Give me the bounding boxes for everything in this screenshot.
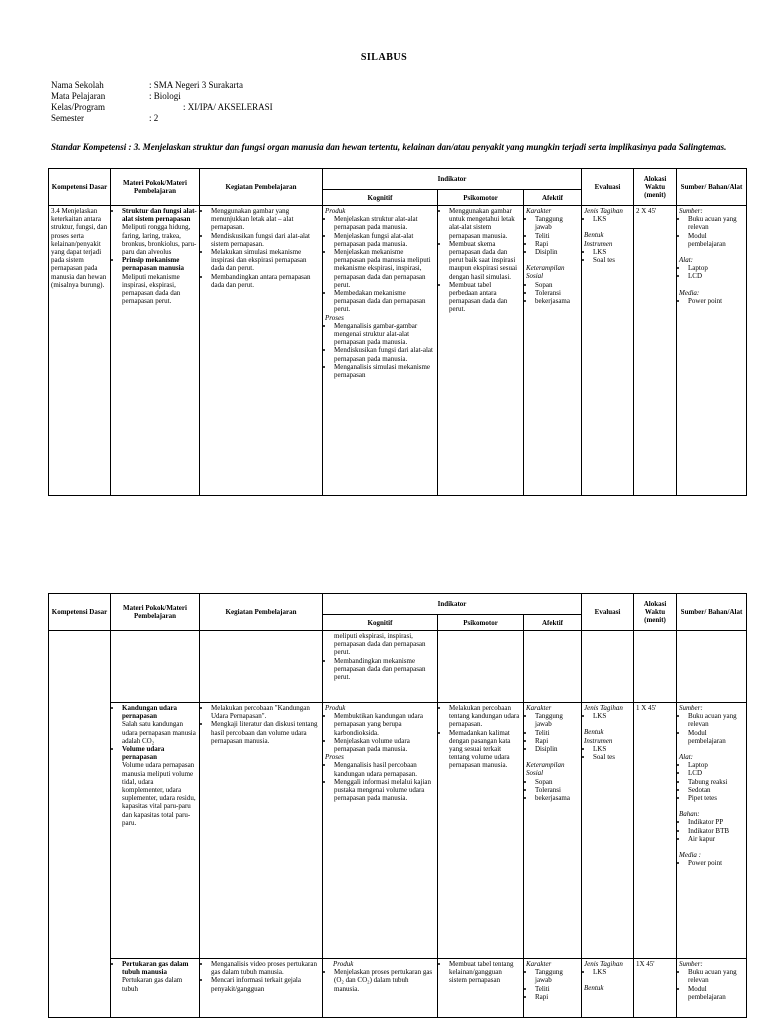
kegiatan-cell xyxy=(200,703,323,959)
list-item: • LKS xyxy=(593,968,631,976)
evaluasi-cell xyxy=(582,703,634,959)
list-item: • Pipet tetes xyxy=(688,794,744,802)
kognitif-cell xyxy=(323,703,438,959)
bahan-label: Bahan: xyxy=(679,810,700,819)
sosial-label: Keterampilan Sosial xyxy=(526,264,565,281)
list-item: • Soal tes xyxy=(593,256,631,264)
header-evaluasi: Evaluasi xyxy=(582,169,634,206)
sumber-label: Sumber: xyxy=(679,207,703,215)
list-item xyxy=(122,256,197,305)
header-sumber: Sumber/ Bahan/Alat xyxy=(677,594,747,631)
syllabus-table-1 xyxy=(48,168,747,496)
alokasi-cell: 1X 45' xyxy=(634,959,677,1018)
materi-head: Prinsip mekanisme pernapasan manusia xyxy=(122,256,185,273)
produk-label: Produk xyxy=(325,704,346,712)
list-item: • Melakukan percobaan tentang kandungan udara pernapasan. xyxy=(449,704,521,729)
kognitif-cell xyxy=(323,631,438,703)
identity-row xyxy=(51,80,273,91)
materi-head: Kandungan udara pernapasan xyxy=(122,704,178,721)
psikomotor-cell xyxy=(438,631,524,703)
kognitif-cell xyxy=(323,959,438,1018)
list-item: • Menganalisis hasil percobaan kandungan udara pernapasan. xyxy=(334,761,435,777)
list-item: • LKS xyxy=(593,745,631,753)
list-item: • Membandingkan mekanisme pernapasan dada dan pernapasan perut. xyxy=(334,657,435,682)
list-item: • Rapi xyxy=(535,993,579,1001)
header-kognitif: Kognitif xyxy=(323,190,438,206)
karakter-label: Karakter xyxy=(526,207,552,215)
header-psikomotor: Psikomotor xyxy=(438,190,524,206)
list-item: • Sopan xyxy=(535,281,579,289)
materi-cell xyxy=(111,206,200,496)
list-item: • Mendiskusikan fungsi dari alat-alat pernapasan pada manusia. xyxy=(334,346,435,362)
kd-cell: 3.4 Menjelaskan keterkaitan antara struktur, fungsi, dan proses serta kelainan/penyakit yang dapat terjadi pada sistem pernapasan pada manusia dan hewan (misalnya burung). xyxy=(49,206,111,496)
sumber-cell xyxy=(677,703,747,959)
list-item: • Power point xyxy=(688,297,744,305)
identity-row xyxy=(51,113,273,124)
list-item: • Menjelaskan proses pertukaran gas (O₂ dan CO₂) dalam tubuh manusia. xyxy=(334,968,435,993)
header-afektif: Afektif xyxy=(524,190,582,206)
list-item: • Modul pembelajaran xyxy=(688,985,744,1001)
page-title: SILABUS xyxy=(360,52,408,63)
identity-label: Kelas/Program xyxy=(51,102,105,112)
afektif-cell xyxy=(524,703,582,959)
identity-label: Mata Pelajaran xyxy=(51,91,106,101)
list-item: • Menjelaskan volume udara pernapasan pada manusia. xyxy=(334,737,435,753)
list-item: • Tanggung jawab xyxy=(535,215,579,231)
header-kompetensi: Kompetensi Dasar xyxy=(49,594,111,631)
list-item: • Membandingkan antara pernapasan dada dan perut. xyxy=(211,273,320,289)
kegiatan-cell xyxy=(200,631,323,703)
identity-value: : XI/IPA/ AKSELERASI xyxy=(183,102,273,112)
proses-label: Proses xyxy=(325,753,344,762)
kd-cell xyxy=(49,631,111,1018)
standard-competency: Standar Kompetensi : 3. Menjelaskan struktur dan fungsi organ manusia dan hewan tertentu, kelainan dan/atau penyakit yang mungkin terjadi serta implikasinya pada Salingtemas. xyxy=(51,142,727,152)
media-label: Media : xyxy=(679,851,701,860)
list-item: • Melakukan simulasi mekanisme inspirasi dan ekspirasi pernapasan dada dan perut. xyxy=(211,248,320,273)
karakter-label: Karakter xyxy=(526,960,552,968)
list-item: • Sedotan xyxy=(688,786,744,794)
header-indikator: Indikator xyxy=(323,169,582,190)
list-item: • Toleransi xyxy=(535,786,579,794)
identity-label: Nama Sekolah xyxy=(51,80,104,90)
materi-body: Volume udara pernapasan manusia meliputi volume tidal, udara komplementer, udara suplementer, udara residu, kapasitas vital paru-paru dan kapasitas total paru-paru. xyxy=(122,761,196,827)
instrumen-label: Bentuk Instrumen xyxy=(584,231,613,248)
materi-cell xyxy=(111,631,200,703)
tagihan-label: Jenis Tagihan xyxy=(584,704,623,712)
afektif-cell xyxy=(524,959,582,1018)
list-item xyxy=(122,704,197,745)
list-item: • Membuktikan kandungan udara pernapasan yang berupa karbondioksida. xyxy=(334,712,435,737)
syllabus-table-2 xyxy=(48,593,747,1018)
materi-head: Volume udara pernapasan xyxy=(122,745,165,762)
list-item: • Menganalisis gambar-gambar mengenai struktur alat-alat pernapasan pada manusia. xyxy=(334,322,435,347)
header-indikator: Indikator xyxy=(323,594,582,615)
materi-cell xyxy=(111,703,200,959)
evaluasi-cell xyxy=(582,959,634,1018)
list-item: • Buku acuan yang relevan xyxy=(688,215,744,231)
list-item: • Membuat tabel perbedaan antara pernapasan dada dan perut. xyxy=(449,281,521,314)
list-item: • Tanggung jawab xyxy=(535,968,579,984)
alokasi-cell: 2 X 45' xyxy=(634,206,677,496)
list-item: • LKS xyxy=(593,712,631,720)
list-item: • Rapi xyxy=(535,240,579,248)
list-item: • Melakukan percobaan "Kandungan Udara Pernapasan". xyxy=(211,704,320,720)
list-item: • Menjelaskan struktur alat-alat pernapasan pada manusia. xyxy=(334,215,435,231)
header-kognitif: Kognitif xyxy=(323,615,438,631)
list-item: • Tabung reaksi xyxy=(688,778,744,786)
alokasi-cell xyxy=(634,631,677,703)
materi-body: Meliputi mekanisme inspirasi, ekspirasi, pernapasan dada dan pernapasan perut. xyxy=(122,272,181,306)
kegiatan-cell xyxy=(200,206,323,496)
list-item: • Indikator BTB xyxy=(688,827,744,835)
list-item: • Teliti xyxy=(535,729,579,737)
kognitif-cell xyxy=(323,206,438,496)
list-item: • Memadankan kalimat dengan pasangan kata yang sesuai terkait tentang volume udara pernapasan manusia. xyxy=(449,729,521,770)
alat-label: Alat: xyxy=(679,256,693,265)
list-item: • Modul pembelajaran xyxy=(688,232,744,248)
materi-body: Pertukaran gas dalam tubuh xyxy=(122,976,183,993)
list-item: • Air kapur xyxy=(688,835,744,843)
tagihan-label: Jenis Tagihan xyxy=(584,960,623,968)
afektif-cell xyxy=(524,631,582,703)
list-item: • Teliti xyxy=(535,985,579,993)
materi-head: Struktur dan fungsi alat-alat sistem pernapasan xyxy=(122,207,197,224)
list-item xyxy=(122,745,197,827)
materi-head: Pertukaran gas dalam tubuh manusia xyxy=(122,960,189,977)
instrumen-label: Bentuk Instrumen xyxy=(584,728,613,745)
list-item: • bekerjasama xyxy=(535,794,579,802)
header-afektif: Afektif xyxy=(524,615,582,631)
list-item: • Laptop xyxy=(688,264,744,272)
sumber-cell xyxy=(677,206,747,496)
list-item: • Mencari informasi terkait gejala penyakit/gangguan xyxy=(211,976,320,992)
list-item: • Tanggung jawab xyxy=(535,712,579,728)
header-psikomotor: Psikomotor xyxy=(438,615,524,631)
materi-body: Salah satu kandungan udara pernapasan manusia adalah CO₂ xyxy=(122,720,196,745)
list-item: • Disiplin xyxy=(535,745,579,753)
list-item: • Soal tes xyxy=(593,753,631,761)
list-item: • Disiplin xyxy=(535,248,579,256)
list-item: • Menjelaskan fungsi alat-alat pernapasan pada manusia. xyxy=(334,232,435,248)
list-item: • bekerjasama xyxy=(535,297,579,305)
psikomotor-cell xyxy=(438,959,524,1018)
list-item: • Laptop xyxy=(688,761,744,769)
list-item: • Sopan xyxy=(535,778,579,786)
karakter-label: Karakter xyxy=(526,704,552,712)
list-item: • LKS xyxy=(593,248,631,256)
list-item xyxy=(122,960,197,993)
list-item: • LKS xyxy=(593,215,631,223)
identity-row xyxy=(51,102,273,113)
list-item: • Membedakan mekanisme pernapasan dada dan pernapasan perut. xyxy=(334,289,435,314)
list-item: • Power point xyxy=(688,859,744,867)
evaluasi-cell xyxy=(582,206,634,496)
list-item: • Menggunakan gambar untuk mengetahui letak alat-alat sistem pernapasan manusia. xyxy=(449,207,521,240)
list-item: • Rapi xyxy=(535,737,579,745)
header-evaluasi: Evaluasi xyxy=(582,594,634,631)
proses-label: Proses xyxy=(325,313,344,322)
header-kegiatan: Kegiatan Pembelajaran xyxy=(200,169,323,206)
identity-value: : Biologi xyxy=(149,91,181,101)
sosial-label: Keterampilan Sosial xyxy=(526,761,565,778)
header-materi: Materi Pokok/Materi Pembelajaran xyxy=(111,169,200,206)
list-item: • Indikator PP xyxy=(688,818,744,826)
continued-text: meliputi ekspirasi, inspirasi, pernapasan dada dan pernapasan perut. xyxy=(334,632,426,657)
header-kompetensi: Kompetensi Dasar xyxy=(49,169,111,206)
list-item: • LCD xyxy=(688,272,744,280)
evaluasi-cell xyxy=(582,631,634,703)
list-item: • Menganalisis video proses pertukaran gas dalam tubuh manusia. xyxy=(211,960,320,976)
sumber-label: Sumber: xyxy=(679,960,703,968)
identity-block xyxy=(51,80,273,124)
list-item: • Menggali informasi melalui kajian pustaka mengenai volume udara pernapasan pada manusia. xyxy=(334,778,435,803)
produk-label: Produk xyxy=(333,960,354,968)
afektif-cell xyxy=(524,206,582,496)
identity-value: : SMA Negeri 3 Surakarta xyxy=(149,80,243,90)
list-item: • Mendiskusikan fungsi dari alat-alat sistem pernapasan. xyxy=(211,232,320,248)
list-item: • Buku acuan yang relevan xyxy=(688,712,744,728)
header-alokasi: Alokasi Waktu (menit) xyxy=(634,594,677,631)
kegiatan-cell xyxy=(200,959,323,1018)
materi-body: Meliputi rongga hidung, faring, laring, trakea, bronkus, bronkiolus, paru-paru dan alveolus xyxy=(122,223,197,257)
list-item: • Menjelaskan mekanisme pernapasan pada manusia meliputi mekanisme ekspirasi, inspirasi, pernapasan dada dan pernapasan perut. xyxy=(334,248,435,289)
identity-row xyxy=(51,91,273,102)
instrumen-label: Bentuk xyxy=(584,984,604,993)
header-materi: Materi Pokok/Materi Pembelajaran xyxy=(111,594,200,631)
psikomotor-cell xyxy=(438,206,524,496)
identity-label: Semester xyxy=(51,113,84,123)
header-alokasi: Alokasi Waktu (menit) xyxy=(634,169,677,206)
list-item: • Menggunakan gambar yang menunjukkan letak alat – alat pernapasan. xyxy=(211,207,320,232)
list-item xyxy=(122,207,197,256)
list-item: • Toleransi xyxy=(535,289,579,297)
media-label: Media: xyxy=(679,288,700,297)
header-sumber: Sumber/ Bahan/Alat xyxy=(677,169,747,206)
produk-label: Produk xyxy=(325,207,346,215)
identity-value: : 2 xyxy=(149,113,159,123)
list-item: • Buku acuan yang relevan xyxy=(688,968,744,984)
list-item: • Modul pembelajaran xyxy=(688,729,744,745)
psikomotor-cell xyxy=(438,703,524,959)
header-kegiatan: Kegiatan Pembelajaran xyxy=(200,594,323,631)
list-item: • Membuat skema pernapasan dada dan perut baik saat inspirasi maupun ekspirasi sesuai dengan hasil simulasi. xyxy=(449,240,521,281)
sumber-label: Sumber: xyxy=(679,704,703,712)
sumber-cell xyxy=(677,631,747,703)
list-item: • Teliti xyxy=(535,232,579,240)
list-item: • LCD xyxy=(688,769,744,777)
alokasi-cell: 1 X 45' xyxy=(634,703,677,959)
sumber-cell xyxy=(677,959,747,1018)
tagihan-label: Jenis Tagihan xyxy=(584,207,623,215)
materi-cell xyxy=(111,959,200,1018)
list-item: • Mengkaji literatur dan diskusi tentang hasil percobaan dan volume udara pernapasan manusia. xyxy=(211,720,320,745)
alat-label: Alat: xyxy=(679,753,693,762)
list-item: • Menganalisis simulasi mekanisme pernapasan xyxy=(334,363,435,379)
list-item: • Membuat tabel tentang kelainan/gangguan sistem pernapasan xyxy=(449,960,521,985)
